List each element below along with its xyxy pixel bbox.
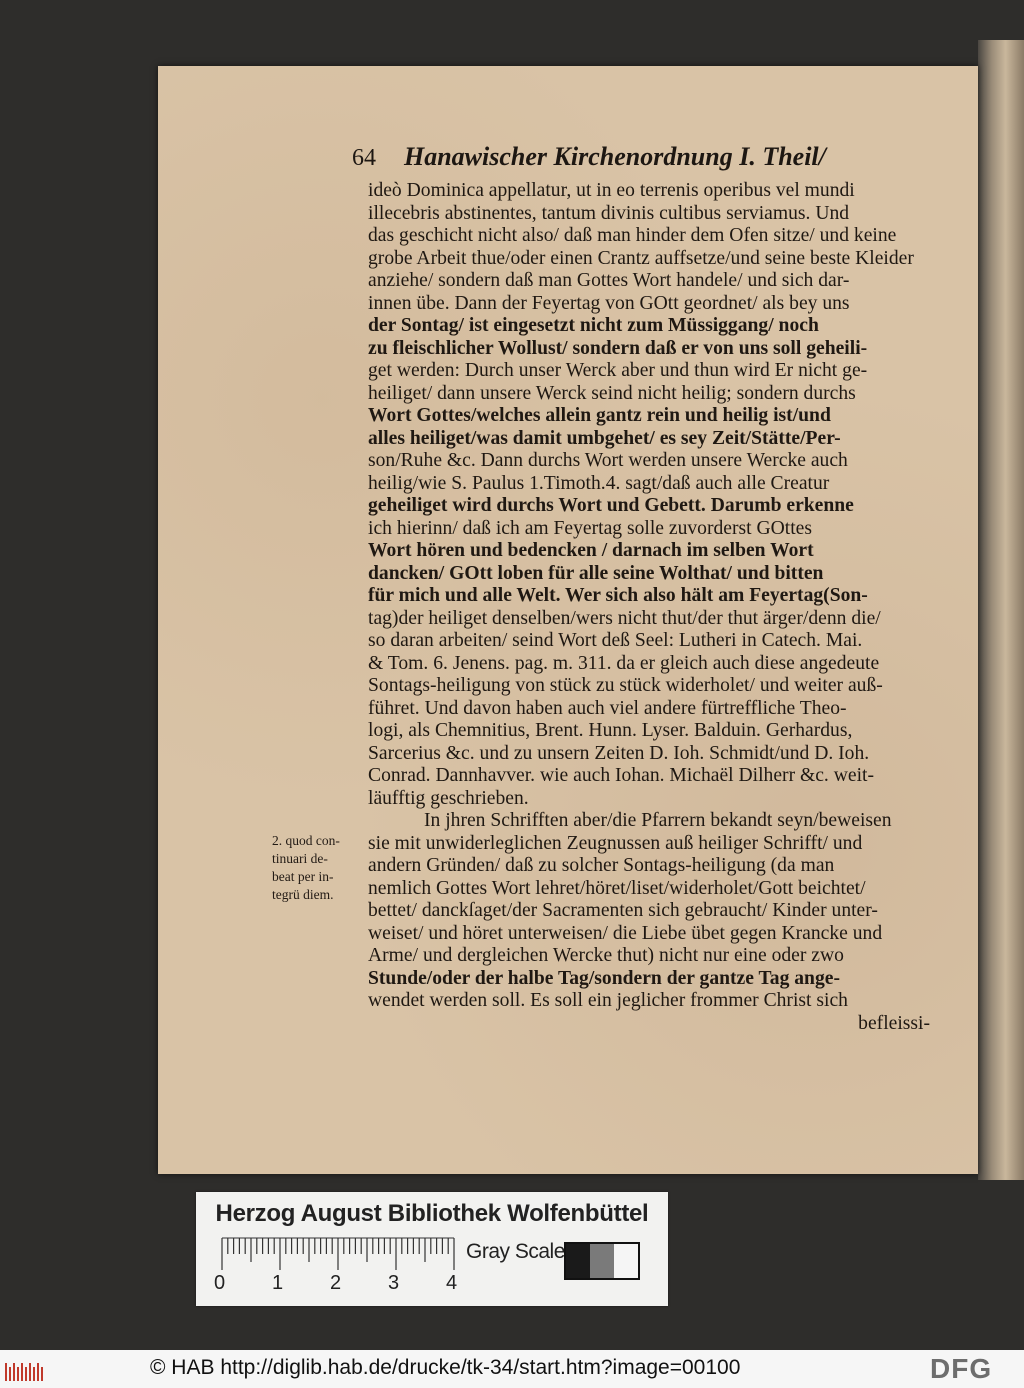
ruler-label: 0 <box>214 1272 226 1294</box>
text-line: Arme/ und dergleichen Wercke thut) nicht nur eine oder zwo <box>368 945 844 966</box>
text-line: son/Ruhe &c. Dann durchs Wort werden unsere Wercke auch <box>368 450 848 471</box>
text-line: alles heiliget/was damit umbgehet/ es sey Zeit/Stätte/Per- <box>368 427 841 449</box>
ruler-labels <box>214 1272 474 1296</box>
text-line: Stunde/oder der halbe Tag/sondern der gantze Tag ange- <box>368 967 840 989</box>
text-line: logi, als Chemnitius, Brent. Hunn. Lyser. Balduin. Gerhardus, <box>368 720 853 741</box>
text-line: das geschicht nicht also/ daß man hinder dem Ofen sitze/ und keine <box>368 225 897 246</box>
text-line: befleissi- <box>858 1012 930 1034</box>
text-line: dancken/ GOtt loben für alle seine Wolthat/ und bitten <box>368 562 824 584</box>
body-text <box>368 180 930 1035</box>
text-line: heilig/wie S. Paulus 1.Timoth.4. sagt/daß auch alle Creatur <box>368 472 830 494</box>
copyright-link[interactable]: © HAB http://diglib.hab.de/drucke/tk-34/start.htm?image=00100 <box>150 1356 741 1379</box>
library-color-card <box>196 1192 668 1306</box>
text-line: ideò Dominica appellatur, ut in eo terrenis operibus vel mundi <box>368 180 855 201</box>
text-line: anziehe/ sondern daß man Gottes Wort handele/ und sich dar- <box>368 270 850 291</box>
text-line: Wort hören und bedencken / darnach im selben Wort <box>368 540 814 561</box>
page-header <box>352 142 912 176</box>
text-line: geheiliget wird durchs Wort und Gebett. Darumb erkenne <box>368 495 854 516</box>
marginal-note <box>272 832 362 904</box>
text-line: nemlich Gottes Wort lehret/höret/liset/widerholet/Gott beichtet/ <box>368 877 866 899</box>
text-line: so daran arbeiten/ seind Wort deß Seel: Lutheri in Catech. Mai. <box>368 630 863 651</box>
ruler-label: 1 <box>272 1272 284 1294</box>
text-line: der Sontag/ ist eingesetzt nicht zum Müssiggang/ noch <box>368 315 819 336</box>
hab-ruler-icon <box>4 1359 44 1381</box>
text-line: Sarcerius &c. und zu unsern Zeiten D. Ioh. Schmidt/und D. Ioh. <box>368 742 870 764</box>
text-line: bettet/ danckſaget/der Sacramenten sich gebraucht/ Kinder unter- <box>368 900 878 921</box>
grayscale-swatch <box>614 1244 638 1278</box>
text-line: führet. Und davon haben auch viel andere fürtreffliche Theo- <box>368 697 847 719</box>
library-name: Herzog August Bibliothek Wolfenbüttel <box>215 1200 649 1227</box>
marginal-line: 2. quod con- <box>272 833 340 848</box>
text-line: innen übe. Dann der Feyertag von GOtt geordnet/ als bey uns <box>368 292 850 314</box>
text-line: läufftig geschrieben. <box>368 787 529 809</box>
text-line: weiset/ und höret unterweisen/ die Liebe übet gegen Krancke und <box>368 922 883 944</box>
grayscale-swatch <box>590 1244 614 1278</box>
footer-bar <box>0 1350 1024 1388</box>
text-line: ich hierinn/ daß ich am Feyertag solle zuvorderst GOttes <box>368 517 812 539</box>
text-line: sie mit unwiderleglichen Zeugnussen auß heiliger Schrifft/ und <box>368 832 863 854</box>
dfg-logo: DFG <box>930 1353 993 1384</box>
text-line: wendet werden soll. Es soll ein jeglicher frommer Christ sich <box>368 990 848 1011</box>
marginal-line: tegrü diem. <box>272 887 334 902</box>
text-line: illecebris abstinentes, tantum divinis cultibus serviamus. Und <box>368 202 850 224</box>
text-line: Conrad. Dannhavver. wie auch Iohan. Michaël Dilherr &c. weit- <box>368 765 874 786</box>
ruler-label: 4 <box>446 1272 458 1294</box>
running-title: Hanawischer Kirchenordnung I. Theil/ <box>404 142 826 171</box>
facing-page-edge <box>978 40 1024 1180</box>
text-line: In jhren Schrifften aber/die Pfarrern bekandt seyn/beweisen <box>424 810 892 831</box>
grayscale-label: Gray Scale <box>466 1240 565 1263</box>
text-line: heiliget/ dann unsere Werck seind nicht heilig; sondern durchs <box>368 382 856 404</box>
text-line: zu fleischlicher Wollust/ sondern daß er von uns soll geheili- <box>368 337 868 359</box>
text-line: get werden: Durch unser Werck aber und thun wird Er nicht ge- <box>368 360 868 381</box>
text-line: & Tom. 6. Jenens. pag. m. 311. da er gleich auch diese angedeute <box>368 652 880 674</box>
page-number: 64 <box>352 145 376 171</box>
text-line: für mich und alle Welt. Wer sich also hält am Feyertag(Son- <box>368 585 868 606</box>
grayscale-swatch <box>566 1244 590 1278</box>
text-line: Wort Gottes/welches allein gantz rein und heilig ist/und <box>368 405 831 426</box>
ruler-label: 3 <box>388 1272 400 1294</box>
text-line: andern Gründen/ daß zu solcher Sontags-heiligung (da man <box>368 855 835 876</box>
text-line: tag)der heiliget denselben/wers nicht thut/der thut ärger/denn die/ <box>368 607 881 629</box>
marginal-line: beat per in- <box>272 869 334 884</box>
marginal-line: tinuari de- <box>272 851 328 866</box>
grayscale-bar <box>564 1242 640 1280</box>
scale-ruler <box>220 1236 456 1272</box>
text-line: grobe Arbeit thue/oder einen Crantz auffsetze/und seine beste Kleider <box>368 247 914 269</box>
ruler-label: 2 <box>330 1272 342 1294</box>
text-line: Sontags-heiligung von stück zu stück widerholet/ und weiter auß- <box>368 675 883 696</box>
